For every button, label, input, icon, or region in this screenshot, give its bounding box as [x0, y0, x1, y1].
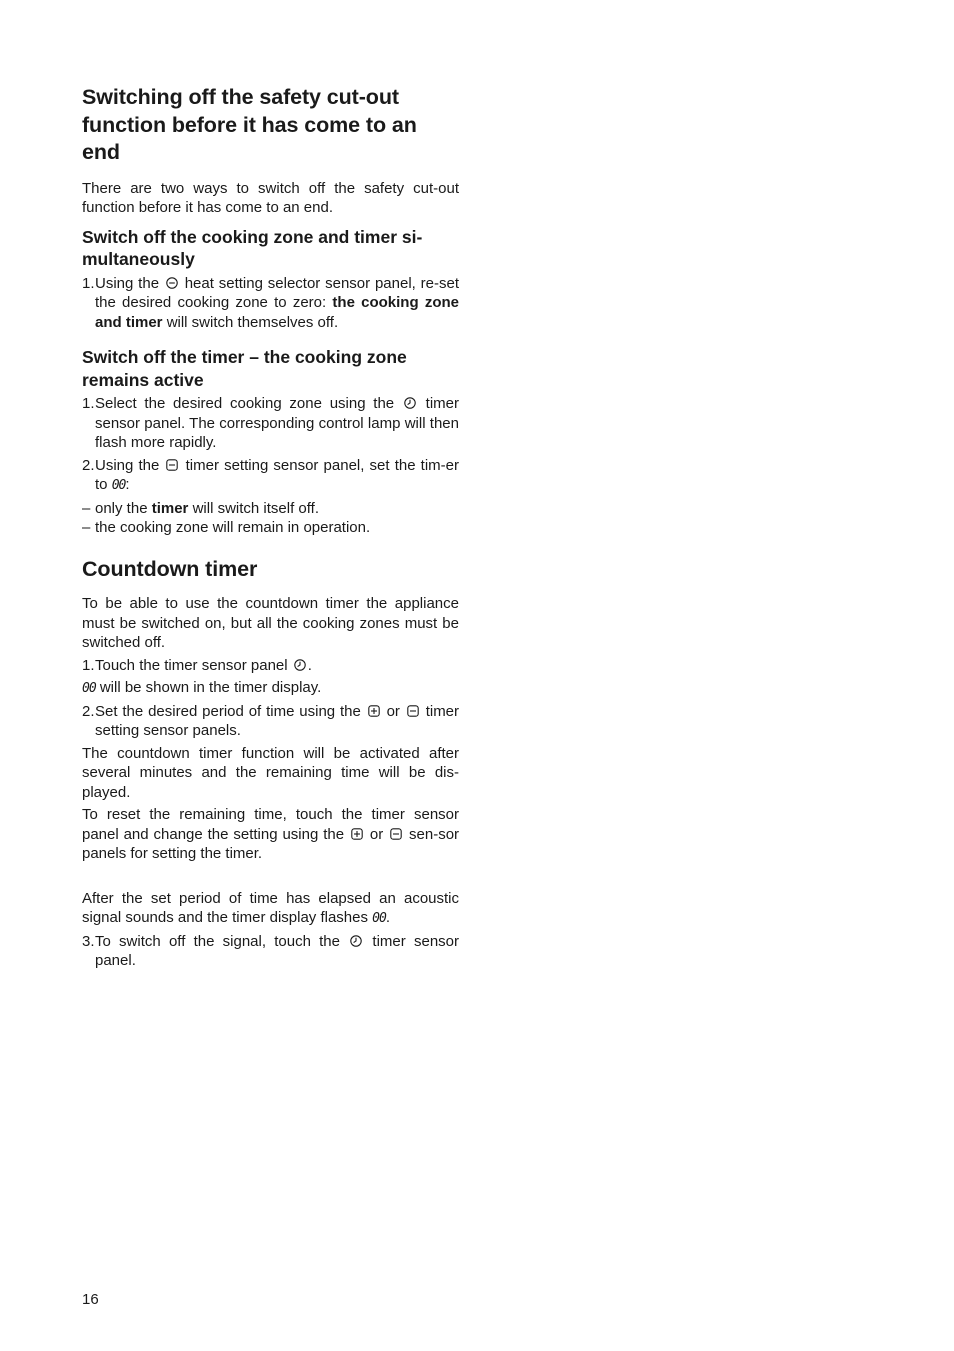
timer-display-value: 00: [111, 478, 126, 493]
list-item: 1. Touch the timer sensor panel .: [82, 656, 312, 674]
list-item: 1. Select the desired cooking zone using the timer sensor panel. The corresponding control lamp will then flash more rapidly.: [82, 395, 459, 451]
list-item: 3. To switch off the signal, touch the timer sensor panel.: [82, 932, 459, 969]
text-column: [82, 84, 459, 974]
list-item: – only the timer will switch itself off.: [82, 499, 320, 517]
plus-square-icon: [351, 828, 363, 840]
list-item: 1. Using the heat setting selector sensor panel, re-set the desired cooking zone to zero: the cooking zone and timer will switch themselves off.: [82, 274, 460, 331]
list-item: – the cooking zone will remain in operation.: [82, 519, 371, 536]
countdown-intro: To be able to use the countdown timer the appliance must be switched on, but all the cooking zones must be switched off.: [82, 595, 459, 651]
reset-paragraph: To reset the remaining time, touch the timer sensor panel and change the setting using the or sen-sor panels for setting the timer.: [82, 806, 460, 862]
list-item: 2. Using the timer setting sensor panel, set the tim-er to 00:: [82, 456, 460, 493]
safety-cutout-intro: There are two ways to switch off the safety cut-out function before it has come to an end.: [82, 179, 459, 216]
list-item: 2. Set the desired period of time using the or timer setting sensor panels.: [82, 702, 460, 739]
minus-square-icon: [407, 705, 419, 717]
clock-icon: [294, 659, 306, 671]
clock-icon: [404, 397, 416, 409]
timer-display-value: 00: [372, 911, 386, 926]
subheading-switch-off-timer: Switch off the timer – the cooking zone remains active: [82, 347, 407, 390]
display-note: 00 will be shown in the timer display.: [82, 679, 322, 696]
section-title-safety-cutout: Switching off the safety cut-out function before it has come to an end: [82, 85, 417, 164]
elapsed-paragraph: After the set period of time has elapsed an acoustic signal sounds and the timer display flashes 00.: [82, 889, 459, 926]
minus-circle-icon: [166, 277, 178, 289]
subheading-switch-off-both: Switch off the cooking zone and timer si-multaneously: [82, 226, 423, 269]
activation-paragraph: The countdown timer function will be activated after several minutes and the remaining time will be dis-played.: [82, 744, 459, 801]
section-title-countdown: Countdown timer: [82, 556, 258, 581]
plus-square-icon: [368, 705, 380, 717]
page-number: 16: [82, 1291, 99, 1308]
timer-display-value: 00: [82, 681, 96, 696]
minus-square-icon: [390, 828, 402, 840]
minus-square-icon: [166, 459, 178, 471]
clock-icon: [350, 935, 362, 947]
